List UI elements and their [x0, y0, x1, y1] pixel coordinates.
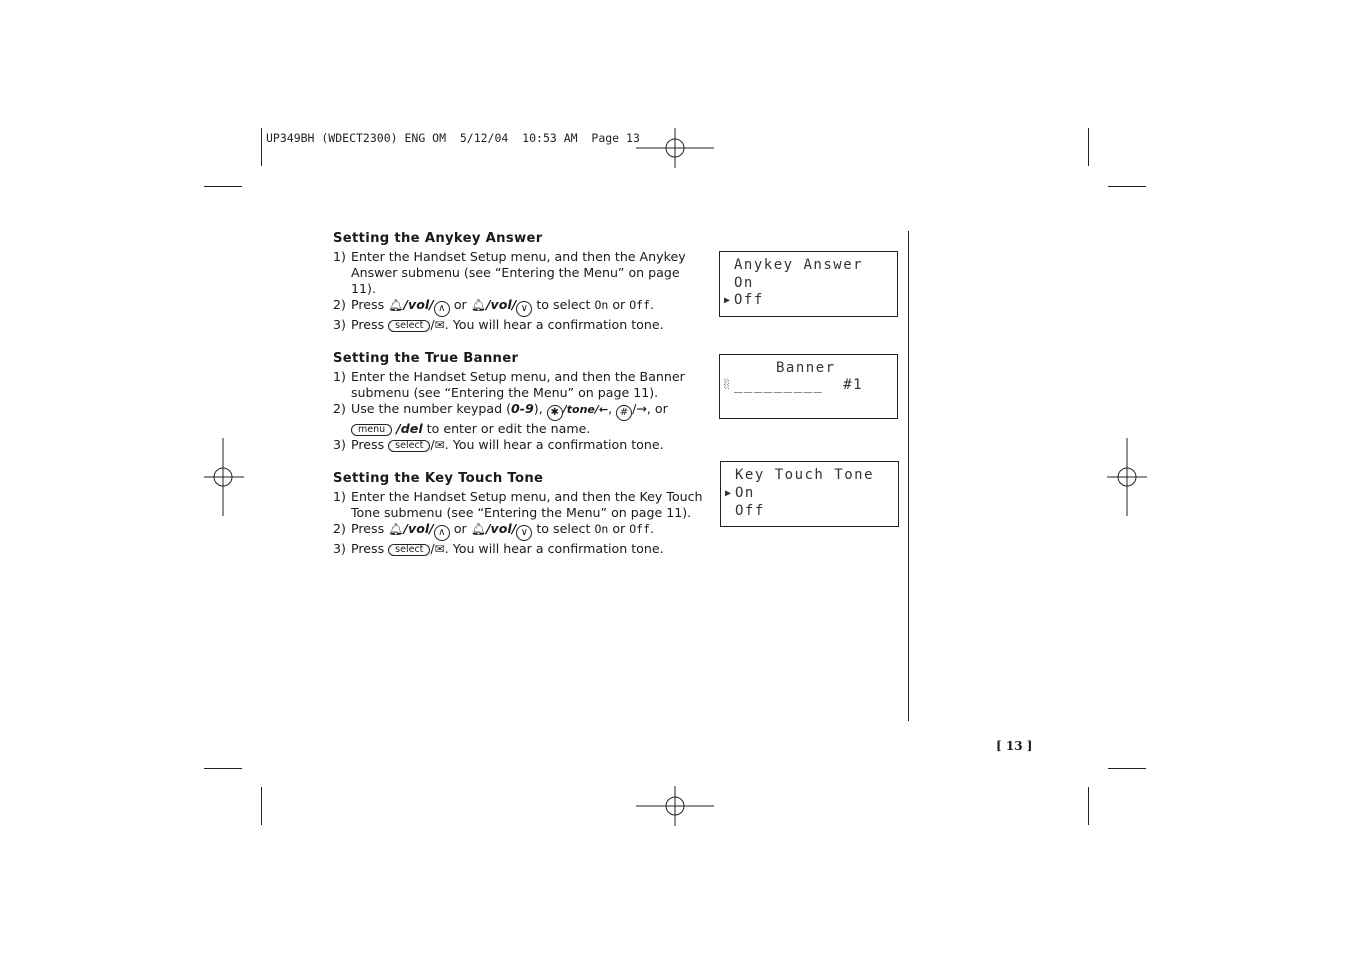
- menu-key-icon: menu: [351, 424, 392, 436]
- ringer-icon: 🔔︎: [388, 522, 404, 536]
- step-text: Enter the Handset Setup menu, and then the Key Touch Tone submenu (see “Entering the Menu” on page 11).: [351, 489, 703, 520]
- step-text: Press 🔔︎/vol/ ∧ or 🔔︎/vol/ ∨ to select On or Off.: [351, 297, 708, 317]
- step: [333, 369, 708, 401]
- lcd-line: On: [734, 275, 754, 291]
- step-rest: . You will hear a confirmation tone.: [444, 541, 664, 556]
- step-number: 1): [333, 369, 346, 384]
- step-text: Use the number keypad (0-9), ✱ /tone/←, # /→, or menu /del to enter or edit the name.: [351, 401, 668, 436]
- step-number: 2): [333, 521, 346, 536]
- or-label: or: [612, 521, 626, 536]
- crop-mark: [204, 186, 242, 187]
- down-key-icon: ∨: [516, 525, 532, 541]
- lcd-line: Off: [735, 503, 765, 519]
- step: [333, 489, 708, 521]
- crop-mark: [261, 787, 262, 825]
- section-key-touch-tone: [333, 471, 708, 557]
- tone-label: /tone/←: [562, 403, 609, 416]
- up-key-icon: ∧: [434, 301, 450, 317]
- step-text: Press select /✉︎. You will hear a confirmation tone.: [351, 317, 664, 332]
- step-number: 1): [333, 249, 346, 264]
- section-title: Setting the Key Touch Tone: [333, 471, 544, 486]
- envelope-icon: ✉︎: [434, 318, 445, 332]
- lcd-line: Banner: [776, 360, 836, 376]
- banner-blank: _________: [734, 377, 834, 393]
- ringer-icon: 🔔︎: [470, 298, 486, 312]
- lcd-key-touch-tone: [720, 461, 899, 527]
- or-label: , or: [646, 401, 668, 416]
- vol-label: /vol/: [403, 297, 434, 312]
- press-label: Press: [351, 541, 385, 556]
- vol-label: /vol/: [485, 297, 517, 312]
- registration-mark-right: [1107, 438, 1147, 516]
- press-label: Press: [351, 521, 385, 536]
- step: [333, 437, 708, 453]
- press-label: Press: [351, 317, 385, 332]
- step-number: 3): [333, 541, 346, 556]
- vol-label: /vol/: [403, 521, 434, 536]
- select-label: to select: [536, 297, 591, 312]
- instructions: [333, 231, 708, 575]
- step-number: 3): [333, 437, 346, 452]
- lcd-anykey-answer: [719, 251, 898, 317]
- lcd-banner: [719, 354, 898, 419]
- registration-mark-top: [636, 128, 714, 168]
- crop-mark: [1108, 186, 1146, 187]
- cursor-arrow-icon: ▶: [724, 295, 732, 306]
- step-number: 3): [333, 317, 346, 332]
- step-rest: . You will hear a confirmation tone.: [444, 317, 664, 332]
- star-key-icon: ✱: [547, 405, 563, 421]
- lcd-line: Off: [734, 292, 764, 308]
- lcd-line: Key Touch Tone: [735, 467, 875, 483]
- ringer-icon: 🔔︎: [470, 522, 486, 536]
- crop-mark: [1088, 128, 1089, 166]
- up-key-icon: ∧: [434, 525, 450, 541]
- crop-mark: [261, 128, 262, 166]
- press-label: Press: [351, 437, 385, 452]
- step-number: 2): [333, 401, 346, 416]
- select-key-icon: select: [388, 440, 430, 452]
- pound-key-icon: #: [616, 405, 632, 421]
- lcd-line: [734, 377, 863, 393]
- select-key-icon: select: [388, 320, 430, 332]
- page-number: [ 13 ]: [996, 739, 1033, 753]
- off-option: Off: [629, 522, 651, 536]
- step: [333, 401, 708, 437]
- digits-label: 0-9: [511, 401, 534, 416]
- step-pre: Use the number keypad (: [351, 401, 512, 416]
- section-title: Setting the True Banner: [333, 351, 519, 366]
- down-key-icon: ∨: [516, 301, 532, 317]
- crop-mark: [1108, 768, 1146, 769]
- select-key-icon: select: [388, 544, 430, 556]
- column-divider: [908, 231, 909, 721]
- vol-label: /vol/: [485, 521, 517, 536]
- step-rest: . You will hear a confirmation tone.: [444, 437, 664, 452]
- arrow-label: /→: [632, 401, 647, 416]
- or-label: or: [612, 297, 626, 312]
- lcd-line: Anykey Answer: [734, 257, 864, 273]
- step-text: Enter the Handset Setup menu, and then the Banner submenu (see “Entering the Menu” on page 11).: [351, 369, 685, 400]
- crop-mark: [1088, 787, 1089, 825]
- step-mid: ),: [533, 401, 543, 416]
- print-header: UP349BH (WDECT2300) ENG OM 5/12/04 10:53 AM Page 13: [266, 131, 640, 145]
- envelope-icon: ✉︎: [434, 438, 445, 452]
- section-anykey-answer: [333, 231, 708, 333]
- section-title: Setting the Anykey Answer: [333, 231, 543, 246]
- step: [333, 521, 708, 541]
- step-number: 1): [333, 489, 346, 504]
- off-option: Off: [629, 298, 651, 312]
- step-text: Press 🔔︎/vol/ ∧ or 🔔︎/vol/ ∨ to select On or Off.: [351, 521, 708, 541]
- del-label: /del: [396, 421, 423, 436]
- step: [333, 541, 708, 557]
- or-label: or: [453, 297, 467, 312]
- block-cursor-icon: ░: [724, 380, 731, 390]
- step-text: Press select /✉︎. You will hear a confirmation tone.: [351, 541, 664, 556]
- step-number: 2): [333, 297, 346, 312]
- step-text: Press select /✉︎. You will hear a confirmation tone.: [351, 437, 664, 452]
- step: [333, 249, 708, 297]
- registration-mark-left: [204, 438, 244, 516]
- press-label: Press: [351, 297, 385, 312]
- crop-mark: [204, 768, 242, 769]
- step: [333, 317, 708, 333]
- step-end: to enter or edit the name.: [426, 421, 591, 436]
- lcd-line: On: [735, 485, 755, 501]
- step: [333, 297, 708, 317]
- step-text: Enter the Handset Setup menu, and then the Anykey Answer submenu (see “Entering the Menu” on page 11).: [351, 249, 686, 296]
- ringer-icon: 🔔︎: [388, 298, 404, 312]
- section-true-banner: [333, 351, 708, 453]
- or-label: or: [453, 521, 467, 536]
- on-option: On: [594, 298, 609, 312]
- registration-mark-bottom: [636, 786, 714, 826]
- cursor-arrow-icon: ▶: [725, 488, 733, 499]
- select-label: to select: [536, 521, 591, 536]
- on-option: On: [594, 522, 609, 536]
- envelope-icon: ✉︎: [434, 542, 445, 556]
- banner-number: #1: [843, 377, 864, 393]
